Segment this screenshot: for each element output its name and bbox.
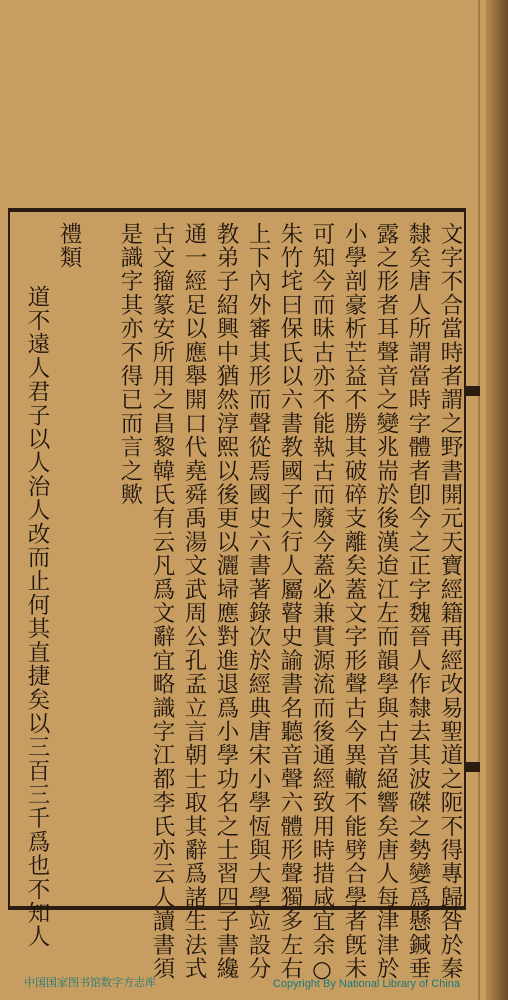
text-column-5: 可知今而昧古亦不能執古而廢今蓋必兼貫源流而後通經致用時措咸宜余○ [309,222,335,984]
section-heading: 禮類 [56,222,82,270]
watermark-library-cn: 中国国家图书馆数字方志库 [24,977,156,989]
text-column-10: 古文籀篆安所用之昌黎韓氏有云凡爲文辭宜略識字江都李氏亦云人讀書須 [149,222,175,981]
text-column-6: 朱竹垞曰保氏以六書教國子大行人屬瞽史諭書名聽音聲六體形聲獨多左右 [277,222,303,981]
text-column-7: 上下內外審其形而聲從焉國史六書著錄次於經典唐宋小學恆與大學竝設分 [245,222,271,981]
text-column-9: 通一經足以應舉開口代堯舜禹湯文武周公孔孟立言朝士取其辭爲諸生法式 [181,222,207,981]
text-column-2: 隸矣唐人所謂當時字體者卽今之正字魏晉人作隸去其波磔之勢變爲懸鍼垂 [405,222,431,981]
text-column-8: 教弟子紹興中猶然淳熙以後更以灑埽應對進退爲小學功名之士習四子書纔 [213,222,239,981]
text-column-4: 小學剖豪析芒益不勝其破碎支離矣蓋文字形聲古今異轍不能劈合學者旣未 [341,222,367,981]
page-fold [478,0,480,1000]
watermark-copyright: Copyright By National Library of China [272,978,460,990]
text-column-1: 文字不合當時者謂之野書開元天寶經籍再經改易聖道之阨不得專歸咎於秦 [437,222,463,981]
text-column-11: 是識字其亦不得已而言之歟 [117,222,143,507]
margin-mark [466,762,480,772]
text-column-13: 道不遠人君子以人治人改而止何其直捷矣以三百三千爲也不知人 [24,285,50,949]
text-column-3: 露之形者耳聲音之變兆耑於後漢迨江左而韻學與古音絕響矣唐人每津津於 [373,222,399,981]
page-edge-shadow [486,0,508,1000]
margin-mark [466,386,480,396]
